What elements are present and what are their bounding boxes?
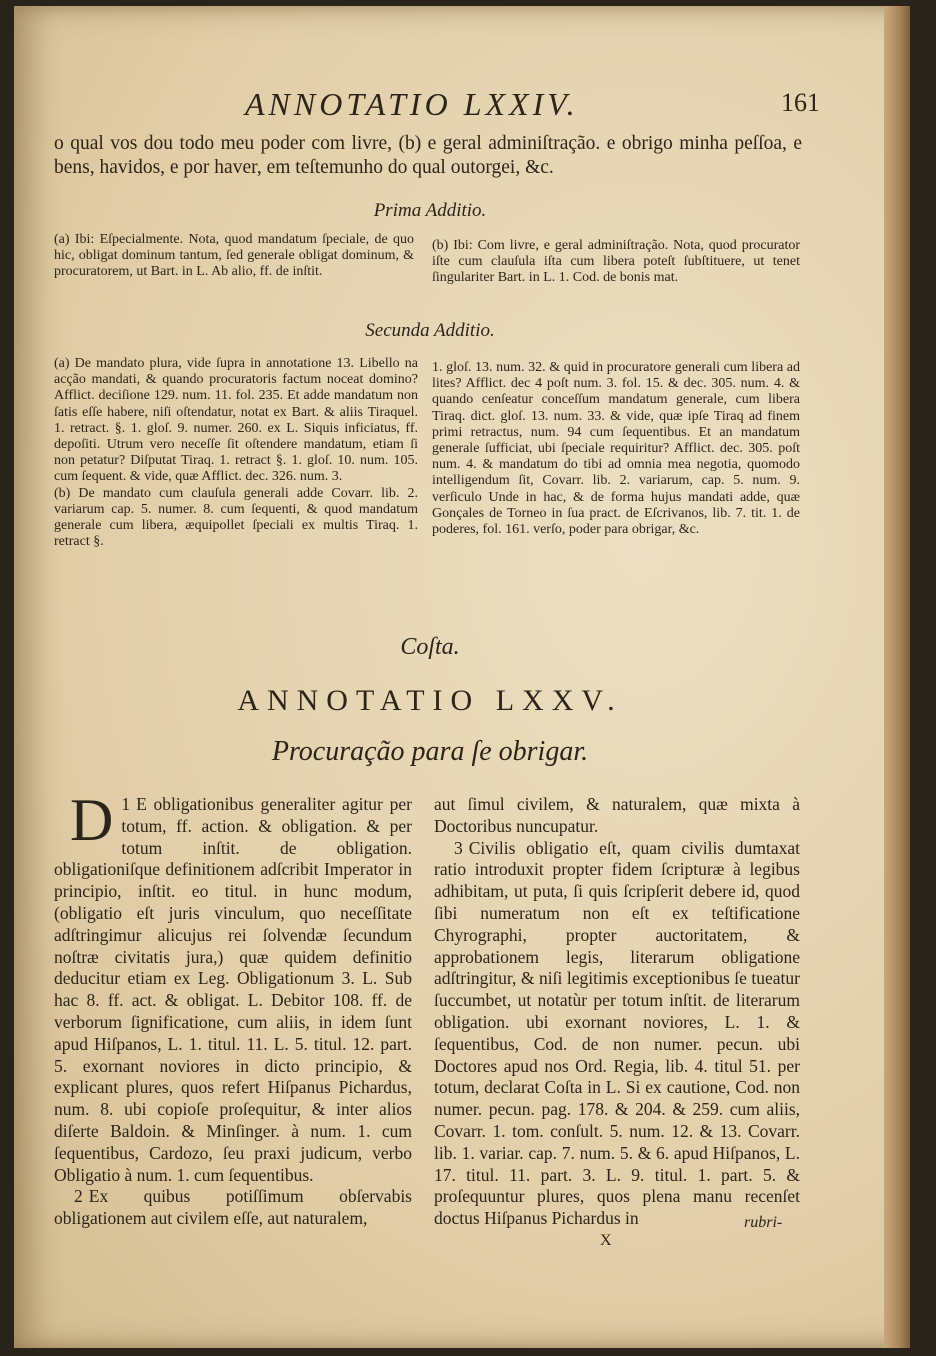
note-a: (a) De mandato plura, vide ſupra in annotatione 13. Libello na acção mandati, & quando procuratoris factum noceat domino? Afflict. deciſione 129. num. 11. fol. 235. Et adde mandatum non ſatis eſſe habere, niſi oſtendatur, notat ex Bart. & aliis Tiraquel. 1. retract. §. 1. gloſ. 9. numer. 260. ex L. Siquis inficiatus, ff. depoſiti. Utrum vero neceſſe ſit oſtendere mandatum, etiam ſi non petatur? Diſputat Tiraq. 1. retract §. 1. gloſ. 10. num. 105. cum ſequent. & vide, quæ Afflict. dec. 326. num. 3. bbox=[54, 356, 418, 485]
running-head-title: ANNOTATIO LXXIV. bbox=[245, 86, 579, 122]
body-left-column bbox=[54, 787, 412, 1230]
body-right-column bbox=[434, 794, 800, 1230]
note-a: (a) Ibi: Eſpecialmente. Nota, quod mandatum ſpeciale, de quo hic, obligat dominum tantum, ſed generale obligat dominum, & procuratorem, ut Bart. in L. Ab alio, ff. de inſtit. bbox=[54, 232, 414, 280]
note-b: (b) Ibi: Com livre, e geral adminiſtração. Nota, quod procurator iſte cum clauſula iſta cum libera poteſt ſubſtituere, ut tenet ſingulariter Bart. in L. 1. Cod. de bonis mat. bbox=[432, 238, 800, 286]
note-b: (b) De mandato cum clauſula generali adde Covarr. lib. 2. variarum cap. 5. numer. 8. cum ſequenti, & quod mandatum generale cum libera, æquipollet ſpeciali ex multis Tiraq. 1. retract §. bbox=[54, 485, 418, 550]
annotation-heading: ANNOTATIO LXXV. bbox=[237, 684, 623, 717]
prima-additio-heading: Prima Additio. bbox=[373, 200, 487, 221]
running-head bbox=[50, 84, 820, 124]
note-continuation: 1. gloſ. 13. num. 32. & quid in procuratore generali cum libera ad lites? Afflict. dec 4 poſt num. 3. fol. 15. & dec. 305. num. 4. & quando cenſeatur conceſſum mandatum generale, cum libera Tiraq. dict. gloſ. 13. num. 33. & vide, quæ ipſe Tiraq ad finem primi retractus, num. 94 cum ſequentibus. Et an mandatum generale ſufficiat, ubi ſpeciale requiritur? Afflict. dec. 305. poſt num. 4. & mandatum do tibi ad omnia mea negotia, quomodo intelligendum ſit, Covarr. lib. 2. variarum, cap. 5. num. 9. verſiculo Unde in hac, & de forma hujus mandati adde, quæ Gonçales de Torneo in ſua pract. de Eſcrivanos, lib. 7. tit. 1. de poderes, fol. 161. verſo, poder para obrigar, &c. bbox=[432, 360, 800, 538]
paragraph-text: Civilis obligatio eſt, quam civilis dumtaxat ratio introduxit propter fidem ſcripturæ à legibus adhibitam, ut puta, ſi quis ſcripſerit debere id, quod ſibi numeratum non eſt ex teſtificatione Chyrographi, propter auctoritatem, & approbationem legis, literarum obligatione adſtringitur, & niſi legitimis exceptionibus ſe tueatur ſuccumbet, ut notatùr per totum inſtit. de literarum obligation. ubi exornant noviores, L. 1. & ſequentibus, Cod. de non numer. pecun. ubi Doctores apud nos Ord. Regia, lib. 4. titul 51. per totum, declarat Coſta in L. Si ex cautione, Cod. non numer. pecun. pag. 178. & 204. & 259. cum aliis, Covarr. 1. tom. conſult. 5. num. 12. & 13. Covarr. lib. 1. variar. cap. 7. num. 5. & 6. apud Hiſpanos, L. 17. titul. 11. part. 3. L. 9. titul. 1. part. 5. & proſequuntur plures, quos plena manu recenſet doctus Hiſpanus Pichardus in bbox=[434, 837, 800, 1229]
secunda-additio-left bbox=[54, 356, 418, 550]
paragraph-number: 2 bbox=[74, 1186, 83, 1207]
paragraph-2 bbox=[54, 1186, 412, 1230]
place-name: Coſta. bbox=[400, 634, 460, 660]
paragraph-1 bbox=[54, 787, 412, 1186]
secunda-additio-heading: Secunda Additio. bbox=[365, 320, 495, 341]
signature-mark: X bbox=[600, 1232, 612, 1249]
book-page bbox=[14, 6, 910, 1348]
intro-text: o qual vos dou todo meu poder com livre, (b) e geral adminiſtração. e obrigo minha peſſoa, e bens, havidos, e por haver, em teſtemunho do qual outorgei, &c. bbox=[54, 133, 802, 178]
paragraph-text: E obligationibus generaliter agitur per totum, ff. action. & obligation. & per totum inſtit. de obligation. obligationiſque definitionem adſcribit Imperator in principio, inſtit. eo titul. in hunc modum, (obligatio eſt juris vinculum, quo neceſſitate adſtringimur alicujus rei ſolvendæ ſecundum noſtræ civitatis jura,) quæ quidem definitio deducitur etiam ex Leg. Obligationum 3. L. Sub hac 8. ff. act. & obligat. L. Debitor 108. ff. de verborum ſignificatione, cum aliis, in idem ſunt apud Hiſpanos, L. 1. titul. 11. L. 5. titul. 12. part. 5. exornant noviores in dicto principio, & explicant plures, quos refert Hiſpanus Pichardus, num. 8. ubi copioſe proſequitur, & inter alios diſerte Baldoin. & Minſinger. à num. 1. cum ſequentibus, Cardozo, ſeu praxi judicum, verbo Obligatio à num. 1. cum ſequentibus. bbox=[54, 794, 412, 1185]
page-edge bbox=[884, 6, 910, 1348]
page-number: 161 bbox=[781, 88, 820, 117]
paragraph-number: 1 bbox=[121, 794, 131, 814]
catchword: rubri- bbox=[744, 1214, 783, 1231]
paragraph-number: 3 bbox=[454, 837, 463, 858]
drop-cap: D bbox=[70, 787, 114, 853]
paragraph-continuation: aut ſimul civilem, & naturalem, quæ mixta à Doctoribus nuncupatur. bbox=[434, 794, 800, 836]
prima-additio-right bbox=[432, 238, 800, 287]
paragraph-text: Ex quibus potiſſimum obſervabis obligationem aut civilem eſſe, aut naturalem, bbox=[54, 1186, 412, 1229]
annotation-subtitle: Procuração para ſe obrigar. bbox=[271, 736, 589, 767]
prima-additio-left bbox=[54, 232, 414, 281]
secunda-additio-right bbox=[432, 360, 800, 538]
paragraph-3 bbox=[434, 838, 800, 1230]
